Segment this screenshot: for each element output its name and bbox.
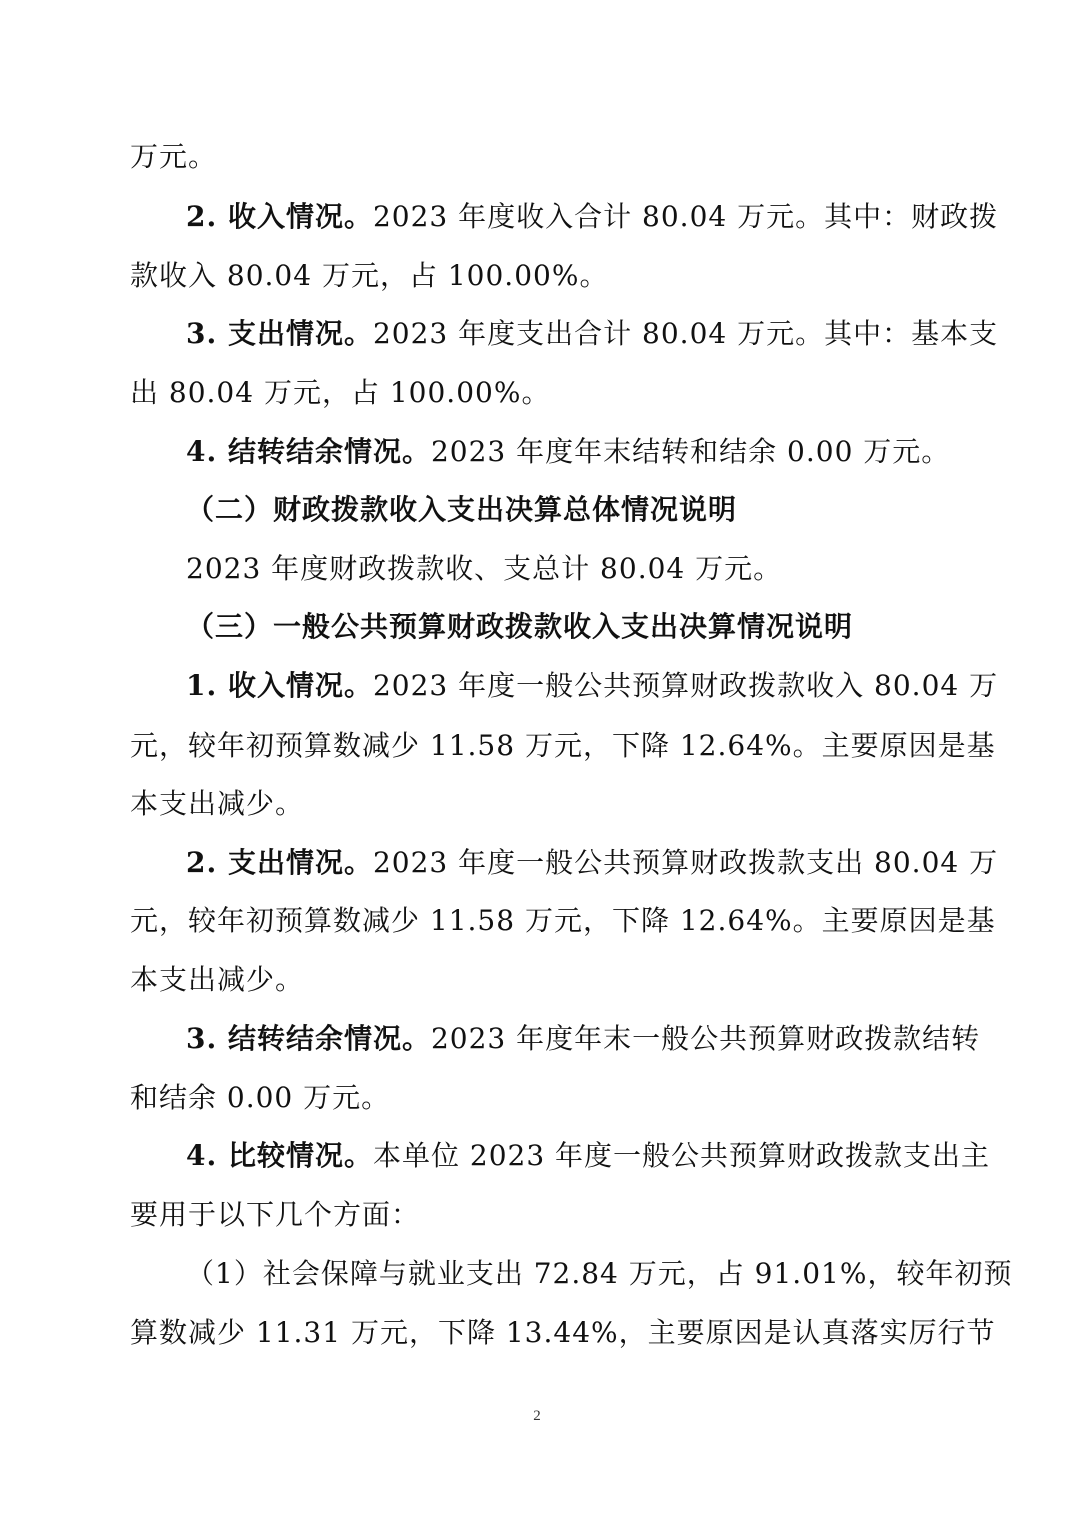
paragraph-line: 本支出减少。: [130, 963, 305, 996]
paragraph-line: [186, 432, 951, 472]
paragraph-line: [186, 1136, 991, 1176]
paragraph-line: 元，较年初预算数减少 11.58 万元，下降 12.64%。主要原因是基: [130, 904, 996, 937]
item-label: 3. 支出情况。: [186, 317, 373, 350]
paragraph-line: 款收入 80.04 万元，占 100.00%。: [130, 259, 609, 292]
paragraph-line: （1）社会保障与就业支出 72.84 万元，占 91.01%，较年初预: [186, 1257, 1013, 1290]
paragraph-line: [186, 843, 999, 883]
item-label: 4. 结转结余情况。: [186, 435, 431, 468]
item-text: 2023 年度年末结转和结余 0.00 万元。: [430, 435, 951, 468]
paragraph-line: 算数减少 11.31 万元，下降 13.44%，主要原因是认真落实厉行节: [130, 1316, 996, 1349]
item-label: 1. 收入情况。: [186, 669, 373, 702]
item-text: 本单位 2023 年度一般公共预算财政拨款支出主: [372, 1139, 991, 1172]
paragraph-line: 和结余 0.00 万元。: [130, 1081, 391, 1114]
paragraph-line: [186, 314, 999, 354]
section-heading: （三）一般公共预算财政拨款收入支出决算情况说明: [186, 610, 854, 643]
item-text: 2023 年度一般公共预算财政拨款收入 80.04 万: [372, 669, 999, 702]
paragraph-line: 万元。: [130, 140, 218, 173]
item-text: 2023 年度一般公共预算财政拨款支出 80.04 万: [372, 846, 999, 879]
paragraph-line: 本支出减少。: [130, 787, 305, 820]
item-label: 2. 支出情况。: [186, 846, 373, 879]
item-label: 3. 结转结余情况。: [186, 1022, 431, 1055]
paragraph-line: [186, 666, 999, 706]
paragraph-line: [186, 197, 999, 237]
paragraph-line: 要用于以下几个方面：: [130, 1198, 421, 1231]
item-text: 2023 年度支出合计 80.04 万元。其中：基本支: [372, 317, 999, 350]
item-label: 2. 收入情况。: [186, 200, 373, 233]
paragraph-line: 2023 年度财政拨款收、支总计 80.04 万元。: [186, 552, 783, 585]
paragraph-line: 元，较年初预算数减少 11.58 万元，下降 12.64%。主要原因是基: [130, 729, 996, 762]
item-label: 4. 比较情况。: [186, 1139, 373, 1172]
item-text: 2023 年度年末一般公共预算财政拨款结转: [430, 1022, 981, 1055]
section-heading: （二）财政拨款收入支出决算总体情况说明: [186, 493, 738, 526]
paragraph-line: 出 80.04 万元，占 100.00%。: [130, 376, 551, 409]
paragraph-line: [186, 1019, 981, 1059]
item-text: 2023 年度收入合计 80.04 万元。其中：财政拨: [372, 200, 999, 233]
page-number: 2: [533, 1408, 541, 1424]
